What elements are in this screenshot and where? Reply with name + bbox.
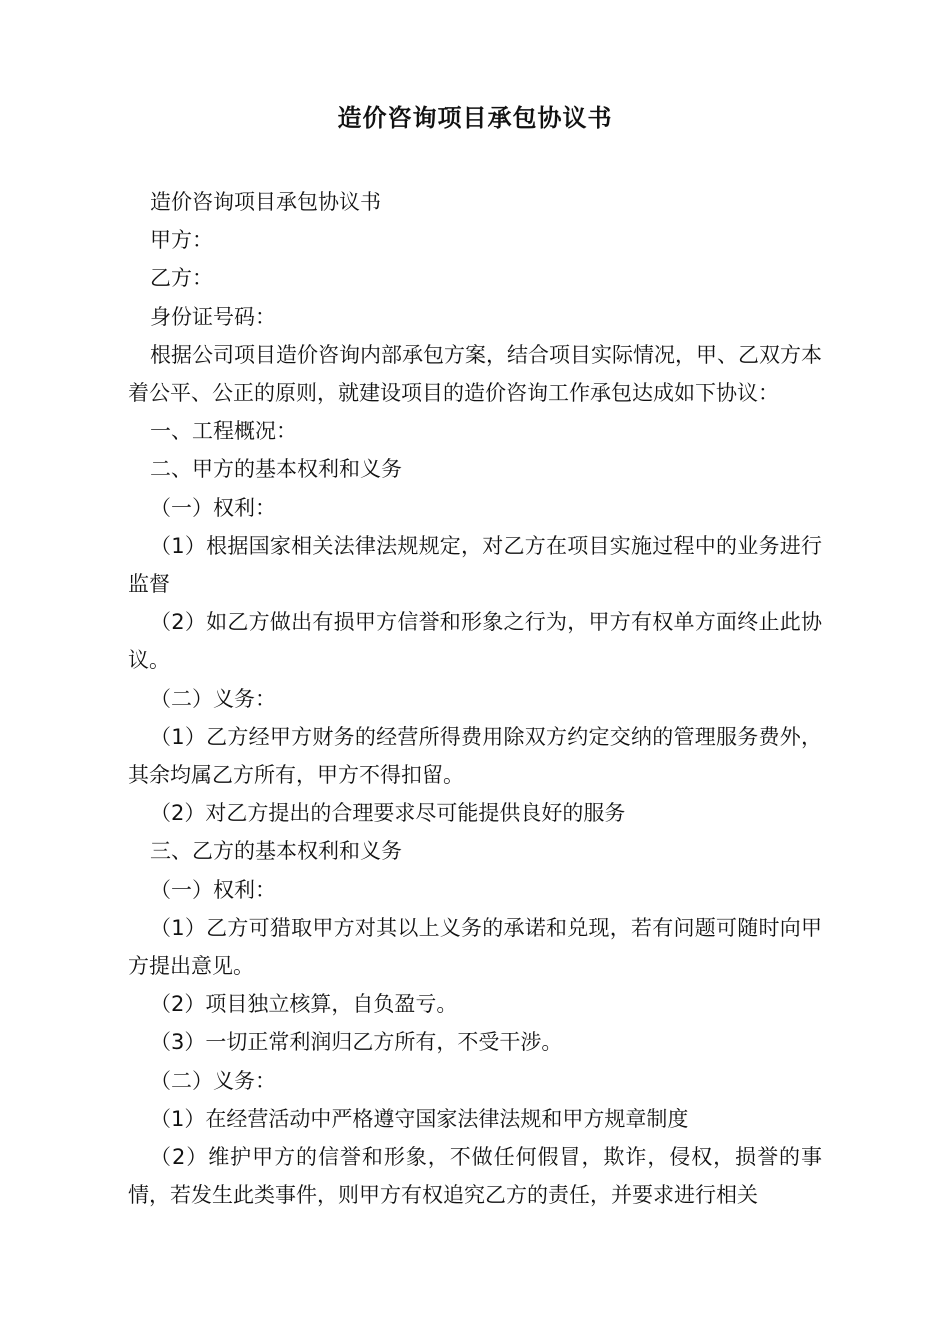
- clause-item: （2）如乙方做出有损甲方信誉和形象之行为，甲方有权单方面终止此协议。: [128, 610, 822, 673]
- subsection-heading-duties: （二）义务：: [150, 1068, 276, 1093]
- clause-item: （2）对乙方提出的合理要求尽可能提供良好的服务: [150, 801, 626, 826]
- subsection-heading-rights: （一）权利：: [150, 495, 276, 520]
- paragraph-id-number: 身份证号码：: [150, 304, 276, 329]
- clause-item: （1）根据国家相关法律法规规定，对乙方在项目实施过程中的业务进行监督: [128, 533, 822, 597]
- clause-item: （3）一切正常利润归乙方所有，不受干涉。: [150, 1030, 563, 1055]
- section-heading-party-a-rights-duties: 二、甲方的基本权利和义务: [150, 457, 402, 482]
- paragraph-party-b: 乙方：: [150, 266, 213, 291]
- clause-item: （1）乙方经甲方财务的经营所得费用除双方约定交纳的管理服务费外，其余均属乙方所有，甲方不得扣留。: [128, 724, 822, 788]
- paragraph-party-a: 甲方：: [150, 228, 213, 253]
- clause-item: （2）项目独立核算，自负盈亏。: [150, 992, 458, 1017]
- clause-item: （1）乙方可猎取甲方对其以上义务的承诺和兑现，若有问题可随时向甲方提出意见。: [128, 915, 822, 979]
- subsection-heading-duties: （二）义务：: [150, 686, 276, 711]
- section-heading-party-b-rights-duties: 三、乙方的基本权利和义务: [150, 839, 402, 864]
- document-body: [128, 183, 822, 1214]
- subsection-heading-rights: （一）权利：: [150, 877, 276, 902]
- document-title: 造价咨询项目承包协议书: [337, 104, 613, 132]
- paragraph-preamble: 根据公司项目造价咨询内部承包方案，结合项目实际情况，甲、乙双方本着公平、公正的原则，就建设项目的造价咨询工作承包达成如下协议：: [128, 342, 822, 406]
- paragraph-heading-repeat: 造价咨询项目承包协议书: [150, 190, 381, 214]
- clause-item: （1）在经营活动中严格遵守国家法律法规和甲方规章制度: [150, 1106, 689, 1131]
- clause-item: （2）维护甲方的信誉和形象，不做任何假冒，欺诈，侵权，损誉的事情，若发生此类事件，则甲方有权追究乙方的责任，并要求进行相关: [128, 1145, 822, 1208]
- section-heading-project-overview: 一、工程概况：: [150, 419, 297, 444]
